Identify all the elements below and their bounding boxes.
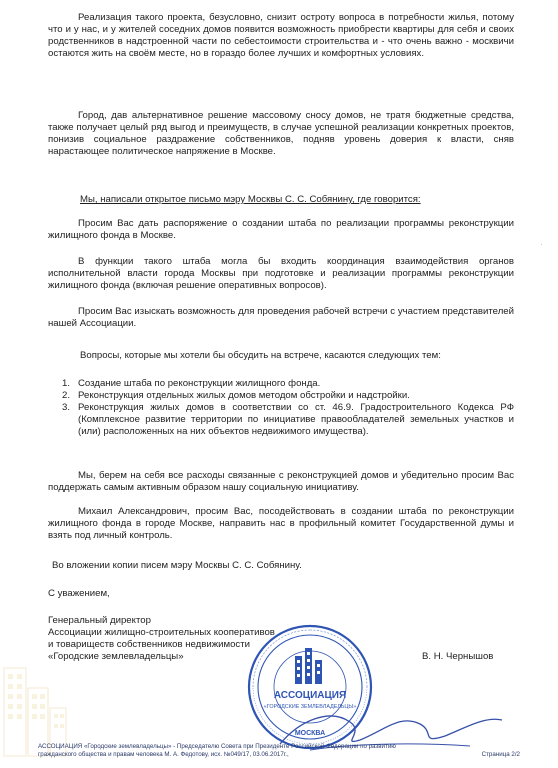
paragraph-expenses: Мы, берем на себя все расходы связанные с реконструкцией домов и убедительно просим Вас поддержать самым активным образом нашу социальную инициативу.: [48, 470, 514, 494]
signatory-name: В. Н. Чернышов: [422, 651, 494, 662]
footer-line-2: гражданского общества и правам человека М. А. Федотову, исх. №049/17, 03.06.2017г.,: [38, 750, 289, 758]
signatory-org-line2: и товариществ собственников недвижимости: [48, 639, 250, 651]
list-item: 3. Реконструкция жилых домов в соответствии со ст. 46.9. Градостроительного Кодекса РФ (Комплексное развитие территории по инициативе правообладателей земельных участков и (или) расположенных на них объектов недвижимого имущества).: [62, 402, 514, 438]
stamp-title: АССОЦИАЦИЯ: [273, 690, 347, 701]
paragraph-attachments: Во вложении копии писем мэру Москвы С. С. Собянину.: [52, 560, 302, 571]
building-watermark-icon: [0, 648, 70, 758]
list-item: 2. Реконструкция отдельных жилых домов методом обстройки и надстройки.: [62, 390, 410, 402]
signatory-org-line1: Ассоциации жилищно-строительных кооперативов: [48, 627, 275, 639]
footer-line-1: АССОЦИАЦИЯ «Городские землевладельцы» - Председателю Совета при Президенте Российской Федерации по развитию: [38, 743, 396, 750]
paragraph-appeal: Михаил Александрович, просим Вас, посодействовать в создании штаба по реконструкции жилищного фонда в городе Москве, направить нас в профильный комитет Государственной думы и взять под личный контроль.: [48, 506, 514, 542]
paragraph-city-benefits: Город, дав альтернативное решение массовому сносу домов, не тратя бюджетные средства, также получает целый ряд выгод и преимуществ, в случае успешной реализации конкретных проектов, понизив социальное раздражение собственников, подняв уровень доверия к власти, сняв нарастающее политическое напряжение в Москве.: [48, 110, 514, 158]
paragraph-regards: С уважением,: [48, 588, 110, 599]
signatory-org-name: «Городские землевладельцы»: [48, 651, 184, 663]
list-item: 1. Создание штаба по реконструкции жилищного фонда.: [62, 378, 321, 389]
paragraph-project-benefits: Реализация такого проекта, безусловно, снизит остроту вопроса в потребности жилья, потому что и у нас, и у жителей соседних домов появится возможность приобрести квартиры для себя и своих родственников в надстроенной части по себестоимости строительства и - что очень важно - москвичи остаются жить на своём месте, но в гораздо более лучших и комфортных условиях.: [48, 12, 514, 60]
paragraph-request-headquarters: Просим Вас дать распоряжение о создании штаба по реализации программы реконструкции жилищного фонда в Москве.: [48, 218, 514, 242]
margin-mark: ·: [540, 240, 543, 249]
paragraph-headquarters-functions: В функции такого штаба могла бы входить координация взаимодействия органов исполнительной власти города Москвы при подготовке и реализации программы реконструкции жилищного фонда (включая решение оперативных вопросов).: [48, 256, 514, 292]
paragraph-topics-intro: Вопросы, которые мы хотели бы обсудить на встрече, касаются следующих тем:: [80, 350, 441, 361]
topics-list: [62, 378, 514, 438]
signatory-title: Генеральный директор: [48, 615, 151, 626]
page-number: Страница 2/2: [481, 750, 520, 758]
page-footer: [38, 743, 520, 759]
stamp-city: МОСКВА: [294, 730, 326, 737]
paragraph-request-meeting: Просим Вас изыскать возможность для проведения рабочей встречи с участием представителей нашей Ассоциации.: [48, 306, 514, 330]
paragraph-open-letter: Мы, написали открытое письмо мэру Москвы С. С. Собянину, где говорится:: [80, 194, 421, 205]
stamp-subtitle: «ГОРОДСКИЕ ЗЕМЛЕВЛАДЕЛЬЦЫ»: [263, 704, 357, 710]
